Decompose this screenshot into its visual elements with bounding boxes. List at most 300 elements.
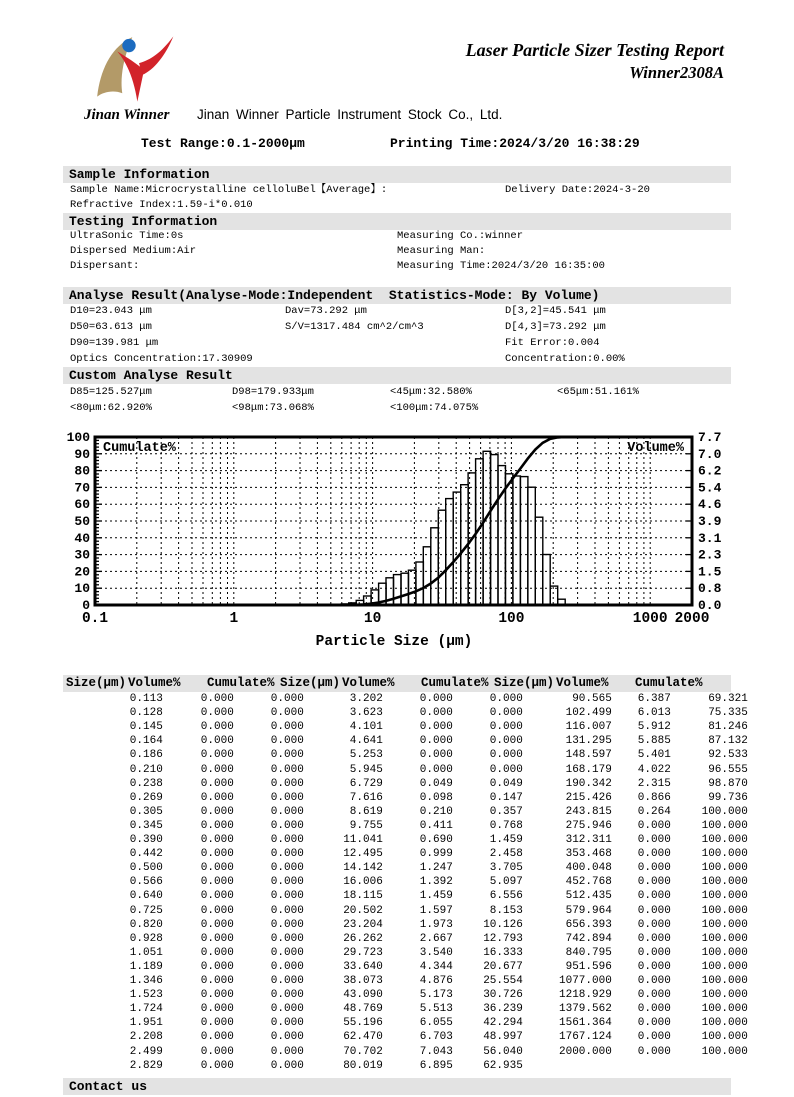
table-cell: 0.866 <box>618 791 671 804</box>
table-cell: 5.912 <box>618 721 671 734</box>
table-cell: 38.073 <box>330 975 383 987</box>
table-cell: 0.000 <box>181 932 234 945</box>
table-cell: 0.000 <box>181 707 234 720</box>
table-cell: 0.345 <box>110 819 163 832</box>
table-cell: 100.000 <box>695 932 748 945</box>
table-header-cell: Cumulate% <box>635 676 703 690</box>
table-cell: 2.499 <box>110 1045 163 1058</box>
table-cell: 0.000 <box>470 721 523 734</box>
table-cell: 0.000 <box>181 1045 234 1058</box>
company-logo <box>84 33 184 105</box>
concentration: Concentration:0.00% <box>505 353 625 365</box>
size-table-header <box>63 675 731 692</box>
table-cell: 400.048 <box>559 862 612 875</box>
d85-value: D85=125.527μm <box>70 386 152 398</box>
table-cell: 0.000 <box>618 989 671 1002</box>
table-cell: 0.049 <box>470 777 523 790</box>
table-cell: 100.000 <box>695 834 748 846</box>
table-row <box>63 960 748 974</box>
table-cell: 69.321 <box>695 693 748 705</box>
table-cell: 0.000 <box>181 1003 234 1016</box>
table-cell: 0.000 <box>618 960 671 973</box>
table-cell: 81.246 <box>695 721 748 734</box>
table-cell: 5.401 <box>618 749 671 762</box>
table-cell: 1.973 <box>400 918 453 931</box>
table-cell: 0.000 <box>181 1017 234 1030</box>
table-cell: 100.000 <box>695 918 748 931</box>
refractive-index: Refractive Index:1.59-i*0.010 <box>70 199 253 211</box>
d98-value: D98=179.933μm <box>232 386 314 398</box>
table-cell: 116.007 <box>559 721 612 734</box>
table-header-cell: Volume% <box>342 676 395 690</box>
table-cell: 0.500 <box>110 862 163 875</box>
table-cell: 0.000 <box>618 946 671 959</box>
table-cell: 16.333 <box>470 946 523 959</box>
table-cell: 100.000 <box>695 819 748 832</box>
measuring-co: Measuring Co.:winner <box>397 230 524 242</box>
table-cell: 0.000 <box>181 763 234 776</box>
table-row <box>63 988 748 1002</box>
table-cell: 6.895 <box>400 1059 453 1072</box>
table-cell: 100.000 <box>695 1031 748 1044</box>
table-row <box>63 819 748 833</box>
svg-text:100: 100 <box>66 432 90 445</box>
table-header-cell: Volume% <box>556 676 609 690</box>
table-cell: 48.997 <box>470 1031 523 1044</box>
table-cell: 0.000 <box>251 975 304 987</box>
dav-value: Dav=73.292 μm <box>285 305 367 317</box>
printing-time: Printing Time:2024/3/20 16:38:29 <box>390 136 640 151</box>
table-cell: 0.264 <box>618 805 671 818</box>
table-cell: 0.000 <box>618 904 671 917</box>
table-cell: 0.000 <box>400 721 453 734</box>
table-cell: 100.000 <box>695 989 748 1002</box>
table-cell: 0.000 <box>251 693 304 705</box>
table-cell: 742.894 <box>559 932 612 945</box>
report-title: Laser Particle Sizer Testing Report <box>465 40 724 60</box>
table-cell: 0.000 <box>618 932 671 945</box>
table-cell: 1.459 <box>400 890 453 903</box>
company-name: Jinan Winner Particle Instrument Stock Co., Ltd. <box>197 107 503 122</box>
table-header-cell: Size(μm) <box>280 676 341 690</box>
table-cell: 14.142 <box>330 862 383 875</box>
volume-histogram-bars <box>341 451 565 605</box>
table-cell: 100.000 <box>695 1017 748 1030</box>
table-cell: 0.098 <box>400 791 453 804</box>
section-contact-us: Contact us <box>63 1078 731 1095</box>
table-cell: 0.000 <box>181 918 234 931</box>
table-cell: 0.000 <box>618 1045 671 1058</box>
table-cell: 0.000 <box>251 735 304 748</box>
table-cell: 0.000 <box>400 707 453 720</box>
table-cell: 0.000 <box>400 763 453 776</box>
table-cell: 12.495 <box>330 848 383 861</box>
table-cell: 0.000 <box>181 693 234 705</box>
table-cell: 0.145 <box>110 721 163 734</box>
section-sample-information: Sample Information <box>63 166 731 183</box>
table-cell: 0.000 <box>470 707 523 720</box>
table-cell: 0.000 <box>251 989 304 1002</box>
table-cell: 131.295 <box>559 735 612 748</box>
table-cell: 148.597 <box>559 749 612 762</box>
svg-text:10: 10 <box>363 611 382 627</box>
table-cell: 0.000 <box>251 848 304 861</box>
right-axis-label: Volume% <box>627 441 684 456</box>
table-cell: 62.935 <box>470 1059 523 1072</box>
table-header-cell: Volume% <box>128 676 181 690</box>
table-cell: 1218.929 <box>559 989 612 1002</box>
table-cell: 0.690 <box>400 834 453 846</box>
under-80um: <80μm:62.920% <box>70 402 152 414</box>
table-cell: 70.702 <box>330 1045 383 1058</box>
table-cell: 0.238 <box>110 777 163 790</box>
table-cell: 99.736 <box>695 791 748 804</box>
table-cell: 1.951 <box>110 1017 163 1030</box>
table-cell: 0.000 <box>181 975 234 987</box>
table-cell: 100.000 <box>695 848 748 861</box>
table-cell: 0.000 <box>251 876 304 889</box>
table-cell: 10.126 <box>470 918 523 931</box>
logo-graphic <box>84 33 184 105</box>
optics-concentration: Optics Concentration:17.30909 <box>70 353 253 365</box>
table-cell: 0.000 <box>618 1017 671 1030</box>
table-row <box>63 904 748 918</box>
d50-value: D50=63.613 μm <box>70 321 152 333</box>
table-row <box>63 1059 731 1073</box>
d90-value: D90=139.981 μm <box>70 337 159 349</box>
table-cell: 33.640 <box>330 960 383 973</box>
under-98um: <98μm:73.068% <box>232 402 314 414</box>
table-cell: 5.253 <box>330 749 383 762</box>
table-row <box>63 1016 748 1030</box>
table-cell: 951.596 <box>559 960 612 973</box>
table-cell: 6.556 <box>470 890 523 903</box>
table-row <box>63 946 748 960</box>
table-cell: 75.335 <box>695 707 748 720</box>
table-cell: 0.000 <box>618 819 671 832</box>
table-cell: 4.641 <box>330 735 383 748</box>
table-cell: 96.555 <box>695 763 748 776</box>
svg-text:50: 50 <box>74 514 90 529</box>
under-100um: <100μm:74.075% <box>390 402 479 414</box>
table-cell: 0.000 <box>251 721 304 734</box>
table-cell: 2.315 <box>618 777 671 790</box>
table-row <box>63 748 748 762</box>
table-cell: 0.000 <box>618 1003 671 1016</box>
table-cell: 11.041 <box>330 834 383 846</box>
table-cell: 0.000 <box>400 749 453 762</box>
svg-text:70: 70 <box>74 480 90 496</box>
table-cell: 2000.000 <box>559 1045 612 1058</box>
table-cell: 102.499 <box>559 707 612 720</box>
logo-blue-dot <box>122 39 135 52</box>
table-row <box>63 720 748 734</box>
table-row <box>63 1030 748 1044</box>
table-cell: 7.043 <box>400 1045 453 1058</box>
table-cell: 29.723 <box>330 946 383 959</box>
table-cell: 0.000 <box>251 834 304 846</box>
table-cell: 0.147 <box>470 791 523 804</box>
table-cell: 0.000 <box>181 876 234 889</box>
table-cell: 0.000 <box>618 1031 671 1044</box>
table-cell: 5.513 <box>400 1003 453 1016</box>
table-cell: 0.000 <box>618 862 671 875</box>
table-cell: 2.829 <box>110 1059 163 1072</box>
table-cell: 80.019 <box>330 1059 383 1072</box>
table-cell: 0.000 <box>181 848 234 861</box>
table-row <box>63 706 748 720</box>
table-cell: 2.208 <box>110 1031 163 1044</box>
table-cell: 0.000 <box>251 946 304 959</box>
svg-text:30: 30 <box>74 547 90 563</box>
table-cell: 100.000 <box>695 946 748 959</box>
table-cell: 100.000 <box>695 805 748 818</box>
svg-text:7.7: 7.7 <box>698 432 722 445</box>
table-cell: 0.000 <box>470 693 523 705</box>
table-cell: 0.000 <box>251 763 304 776</box>
table-cell: 4.022 <box>618 763 671 776</box>
table-cell: 6.729 <box>330 777 383 790</box>
table-cell: 168.179 <box>559 763 612 776</box>
table-header-cell: Cumulate% <box>421 676 489 690</box>
measuring-time: Measuring Time:2024/3/20 16:35:00 <box>397 260 605 272</box>
svg-text:40: 40 <box>74 530 90 546</box>
table-cell: 0.000 <box>181 862 234 875</box>
logo-red-ribbon <box>139 36 173 75</box>
svg-text:1.5: 1.5 <box>698 564 722 580</box>
table-row <box>63 791 748 805</box>
table-row <box>63 692 748 706</box>
table-cell: 1077.000 <box>559 975 612 987</box>
table-cell: 0.000 <box>251 1059 304 1072</box>
table-cell: 0.357 <box>470 805 523 818</box>
section-custom-analyse-result: Custom Analyse Result <box>63 367 731 384</box>
table-cell: 20.502 <box>330 904 383 917</box>
table-cell: 0.000 <box>181 805 234 818</box>
table-cell: 1561.364 <box>559 1017 612 1030</box>
table-row <box>63 1002 748 1016</box>
sv-value: S/V=1317.484 cm^2/cm^3 <box>285 321 424 333</box>
table-cell: 3.202 <box>330 693 383 705</box>
table-cell: 3.705 <box>470 862 523 875</box>
table-cell: 840.795 <box>559 946 612 959</box>
table-cell: 0.000 <box>618 918 671 931</box>
table-row <box>63 918 748 932</box>
table-cell: 90.565 <box>559 693 612 705</box>
left-axis-label: Cumulate% <box>103 441 176 456</box>
table-row <box>63 1045 748 1059</box>
under-45um: <45μm:32.580% <box>390 386 472 398</box>
table-header-cell: Cumulate% <box>207 676 275 690</box>
test-range: Test Range:0.1-2000μm <box>141 136 305 151</box>
table-cell: 579.964 <box>559 904 612 917</box>
d32-value: D[3,2]=45.541 μm <box>505 305 606 317</box>
table-cell: 0.049 <box>400 777 453 790</box>
table-cell: 353.468 <box>559 848 612 861</box>
table-cell: 0.000 <box>181 890 234 903</box>
table-cell: 1767.124 <box>559 1031 612 1044</box>
table-cell: 0.269 <box>110 791 163 804</box>
table-cell: 0.000 <box>251 904 304 917</box>
table-cell: 0.000 <box>470 735 523 748</box>
table-cell: 23.204 <box>330 918 383 931</box>
table-cell: 0.000 <box>400 735 453 748</box>
dispersed-medium: Dispersed Medium:Air <box>70 245 197 257</box>
table-cell: 98.870 <box>695 777 748 790</box>
fit-error: Fit Error:0.004 <box>505 337 600 349</box>
table-cell: 8.619 <box>330 805 383 818</box>
table-cell: 0.000 <box>251 890 304 903</box>
table-cell: 0.442 <box>110 848 163 861</box>
table-row <box>63 861 748 875</box>
sample-name: Sample Name:Microcrystalline celloluBel【Average】: <box>70 184 388 196</box>
table-cell: 0.000 <box>181 834 234 846</box>
table-cell: 0.210 <box>110 763 163 776</box>
section-testing-information: Testing Information <box>63 213 731 230</box>
table-cell: 100.000 <box>695 876 748 889</box>
table-cell: 18.115 <box>330 890 383 903</box>
table-cell: 0.113 <box>110 693 163 705</box>
table-cell: 100.000 <box>695 975 748 987</box>
svg-text:1: 1 <box>229 611 239 627</box>
table-header-cell: Size(μm) <box>494 676 555 690</box>
table-cell: 1.523 <box>110 989 163 1002</box>
table-cell: 100.000 <box>695 904 748 917</box>
table-cell: 1.597 <box>400 904 453 917</box>
table-cell: 512.435 <box>559 890 612 903</box>
table-cell: 0.000 <box>618 834 671 846</box>
table-cell: 0.000 <box>618 876 671 889</box>
svg-text:90: 90 <box>74 446 90 462</box>
svg-text:20: 20 <box>74 564 90 580</box>
table-cell: 16.006 <box>330 876 383 889</box>
table-cell: 0.000 <box>251 777 304 790</box>
table-cell: 0.000 <box>251 749 304 762</box>
svg-text:60: 60 <box>74 497 90 513</box>
x-axis-title: Particle Size (μm) <box>315 634 473 650</box>
table-cell: 2.667 <box>400 932 453 945</box>
table-cell: 5.097 <box>470 876 523 889</box>
table-cell: 1.189 <box>110 960 163 973</box>
table-cell: 0.411 <box>400 819 453 832</box>
svg-text:5.4: 5.4 <box>698 480 722 496</box>
table-cell: 0.000 <box>251 960 304 973</box>
table-cell: 100.000 <box>695 1003 748 1016</box>
table-row <box>63 889 748 903</box>
table-cell: 0.820 <box>110 918 163 931</box>
table-cell: 4.344 <box>400 960 453 973</box>
table-cell: 190.342 <box>559 777 612 790</box>
svg-text:100: 100 <box>498 611 525 627</box>
ultrasonic-time: UltraSonic Time:0s <box>70 230 184 242</box>
table-cell: 100.000 <box>695 862 748 875</box>
table-cell: 6.055 <box>400 1017 453 1030</box>
table-cell: 0.000 <box>251 805 304 818</box>
table-cell: 87.132 <box>695 735 748 748</box>
table-cell: 6.387 <box>618 693 671 705</box>
table-row <box>63 833 748 847</box>
table-cell: 0.000 <box>618 890 671 903</box>
table-cell: 62.470 <box>330 1031 383 1044</box>
table-cell: 0.000 <box>470 763 523 776</box>
table-cell: 0.164 <box>110 735 163 748</box>
section-analyse-result: Analyse Result(Analyse-Mode:Independent Statistics-Mode: By Volume) <box>63 287 731 304</box>
under-65um: <65μm:51.161% <box>557 386 639 398</box>
svg-text:1000: 1000 <box>632 611 668 627</box>
table-cell: 0.640 <box>110 890 163 903</box>
table-cell: 0.000 <box>251 791 304 804</box>
table-cell: 4.876 <box>400 975 453 987</box>
svg-text:2.3: 2.3 <box>698 547 722 563</box>
table-cell: 0.186 <box>110 749 163 762</box>
table-cell: 100.000 <box>695 1045 748 1058</box>
table-cell: 100.000 <box>695 890 748 903</box>
svg-text:80: 80 <box>74 463 90 479</box>
table-cell: 0.000 <box>251 819 304 832</box>
table-cell: 0.000 <box>618 975 671 987</box>
table-cell: 0.000 <box>181 1059 234 1072</box>
svg-text:3.9: 3.9 <box>698 514 722 529</box>
table-row <box>63 805 748 819</box>
table-cell: 0.000 <box>181 819 234 832</box>
axis-labels <box>67 432 722 650</box>
table-cell: 0.000 <box>251 862 304 875</box>
table-cell: 0.566 <box>110 876 163 889</box>
table-cell: 0.000 <box>251 707 304 720</box>
table-cell: 92.533 <box>695 749 748 762</box>
table-cell: 0.000 <box>251 1003 304 1016</box>
table-cell: 43.090 <box>330 989 383 1002</box>
table-header-cell: Size(μm) <box>66 676 127 690</box>
table-cell: 0.000 <box>181 904 234 917</box>
particle-size-distribution-chart <box>63 432 739 654</box>
svg-text:6.2: 6.2 <box>698 463 722 479</box>
d43-value: D[4,3]=73.292 μm <box>505 321 606 333</box>
svg-text:4.6: 4.6 <box>698 497 722 513</box>
table-cell: 243.815 <box>559 805 612 818</box>
table-cell: 0.000 <box>400 693 453 705</box>
table-cell: 0.000 <box>181 1031 234 1044</box>
table-cell: 0.000 <box>181 749 234 762</box>
table-cell: 0.928 <box>110 932 163 945</box>
table-cell: 100.000 <box>695 960 748 973</box>
table-cell: 48.769 <box>330 1003 383 1016</box>
table-cell: 0.000 <box>181 721 234 734</box>
table-cell: 0.768 <box>470 819 523 832</box>
table-cell: 8.153 <box>470 904 523 917</box>
table-cell: 1.459 <box>470 834 523 846</box>
table-cell: 42.294 <box>470 1017 523 1030</box>
table-row <box>63 763 748 777</box>
table-cell: 215.426 <box>559 791 612 804</box>
table-cell: 9.755 <box>330 819 383 832</box>
table-cell: 0.000 <box>181 946 234 959</box>
table-cell: 36.239 <box>470 1003 523 1016</box>
table-cell: 656.393 <box>559 918 612 931</box>
table-cell: 0.000 <box>181 960 234 973</box>
table-cell: 3.540 <box>400 946 453 959</box>
table-cell: 0.000 <box>251 1017 304 1030</box>
d10-value: D10=23.043 μm <box>70 305 152 317</box>
table-cell: 6.013 <box>618 707 671 720</box>
table-cell: 0.000 <box>470 749 523 762</box>
table-cell: 25.554 <box>470 975 523 987</box>
table-cell: 55.196 <box>330 1017 383 1030</box>
dispersant: Dispersant: <box>70 260 140 272</box>
svg-text:0.1: 0.1 <box>81 611 109 627</box>
table-cell: 26.262 <box>330 932 383 945</box>
table-cell: 1.346 <box>110 975 163 987</box>
